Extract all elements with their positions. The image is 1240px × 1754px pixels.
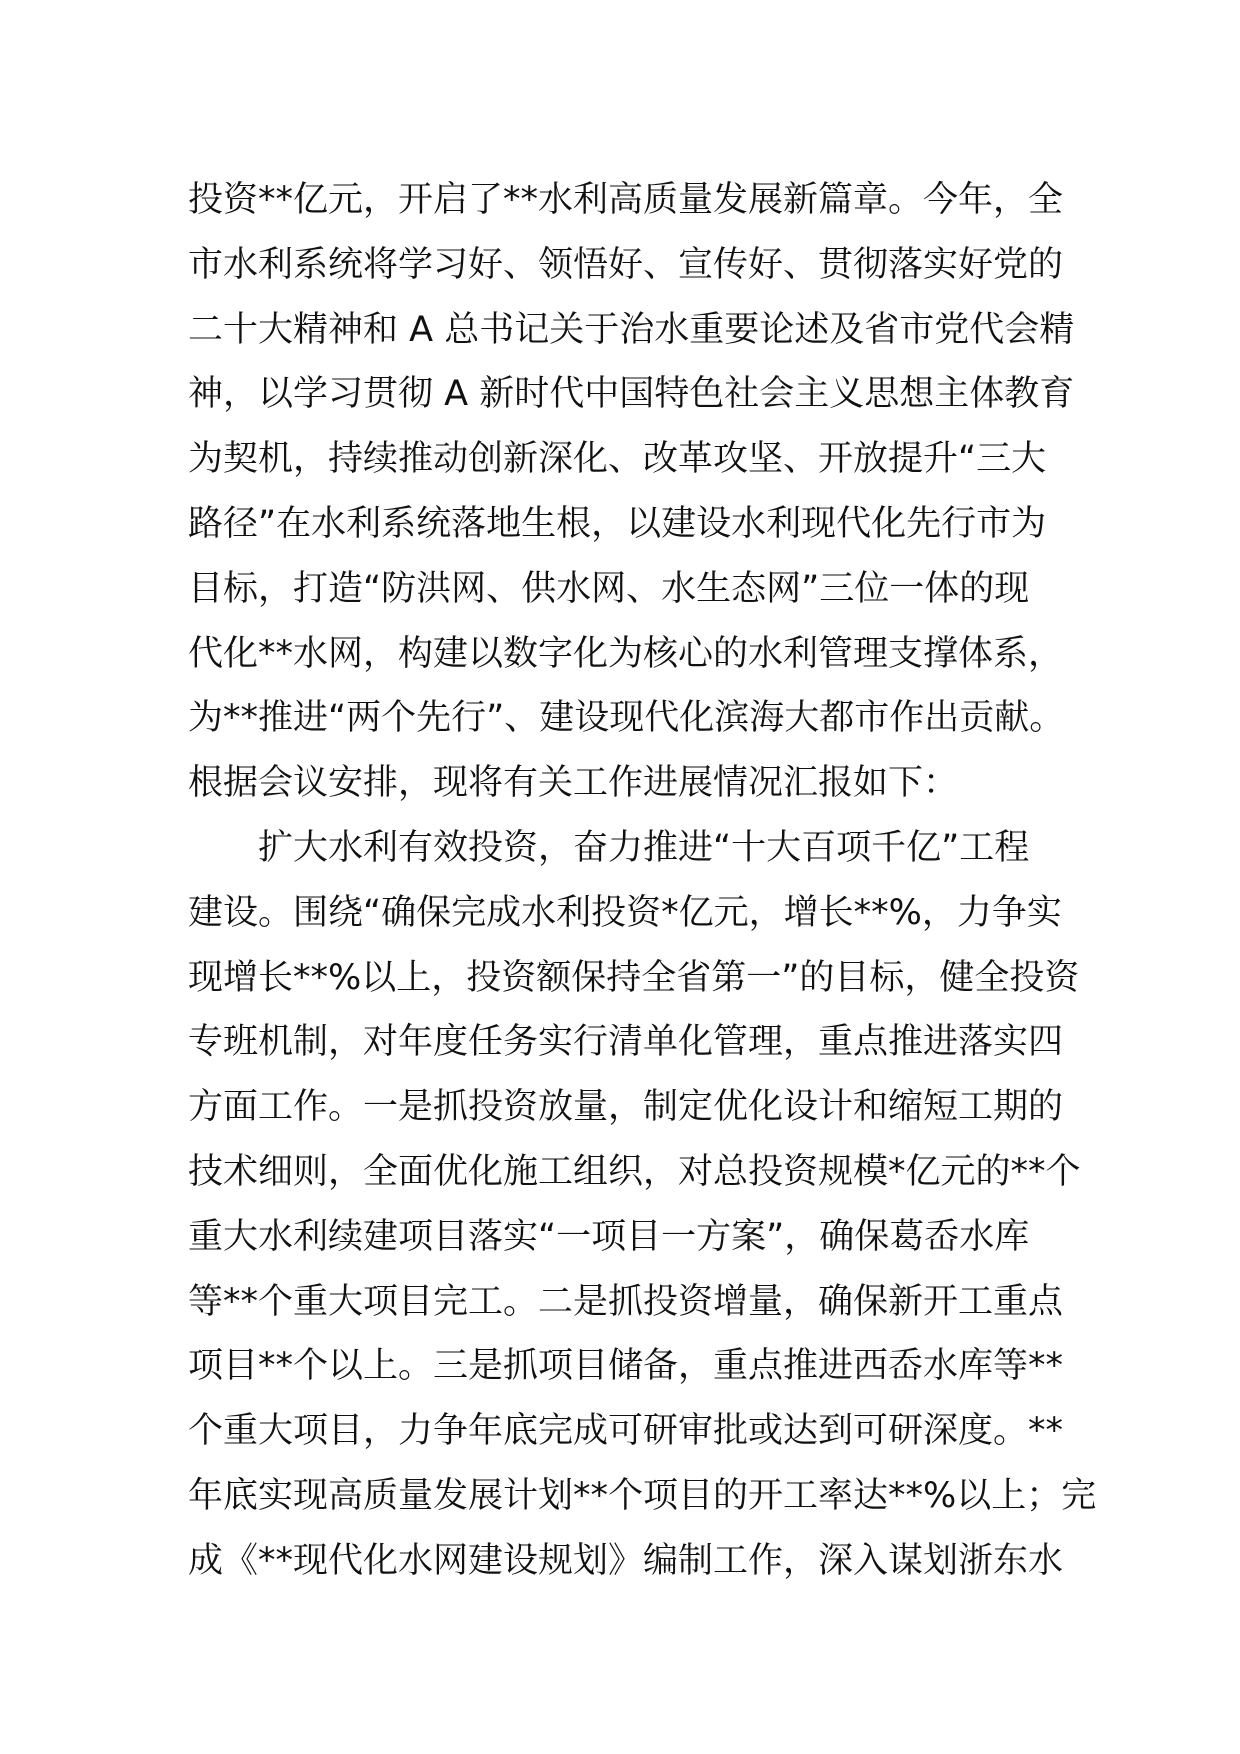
text-line: 为契机，持续推动创新深化、改革攻坚、开放提升“三大 (188, 439, 1047, 480)
text-line: 专班机制，对年度任务实行清单化管理，重点推进落实四 (188, 1022, 1064, 1063)
document-body (188, 168, 1097, 1594)
text-line: 个重大项目，力争年底完成可研审批或达到可研深度。** (188, 1411, 1064, 1452)
text-line: 技术细则，全面优化施工组织，对总投资规模*亿元的**个 (188, 1151, 1081, 1192)
text-line: 年底实现高质量发展计划**个项目的开工率达**%以上；完 (188, 1475, 1097, 1516)
text-line: 重大水利续建项目落实“一项目一方案”，确保葛岙水库 (188, 1216, 1030, 1257)
text-line: 代化**水网，构建以数字化为核心的水利管理支撑体系， (188, 633, 1064, 674)
text-line: 市水利系统将学习好、领悟好、宣传好、贯彻落实好党的 (188, 244, 1064, 285)
text-line: 项目**个以上。三是抓项目储备，重点推进西岙水库等** (188, 1346, 1064, 1387)
text-line: 为**推进“两个先行”、建设现代化滨海大都市作出贡献。 (188, 698, 1065, 739)
text-line: 根据会议安排，现将有关工作进展情况汇报如下： (188, 763, 959, 804)
text-line: 现增长**%以上，投资额保持全省第一”的目标，健全投资 (188, 957, 1080, 998)
paragraph-first-line: 扩大水利有效投资，奋力推进“十大百项千亿”工程 (258, 827, 1030, 868)
text-line: 成《**现代化水网建设规划》编制工作，深入谋划浙东水 (188, 1540, 1064, 1581)
text-line: 等**个重大项目完工。二是抓投资增量，确保新开工重点 (188, 1281, 1064, 1322)
text-line: 投资**亿元，开启了**水利高质量发展新篇章。今年，全 (188, 180, 1064, 220)
text-line: 目标，打造“防洪网、供水网、水生态网”三位一体的现 (188, 568, 1030, 609)
text-line: 路径”在水利系统落地生根，以建设水利现代化先行市为 (188, 503, 1047, 544)
text-line: 二十大精神和 A 总书记关于治水重要论述及省市党代会精 (188, 309, 1075, 350)
text-line: 方面工作。一是抓投资放量，制定优化设计和缩短工期的 (188, 1087, 1064, 1128)
text-line: 建设。围绕“确保完成水利投资*亿元，增长**%，力争实 (188, 892, 1062, 933)
text-line: 神，以学习贯彻 A 新时代中国特色社会主义思想主体教育 (188, 374, 1075, 415)
